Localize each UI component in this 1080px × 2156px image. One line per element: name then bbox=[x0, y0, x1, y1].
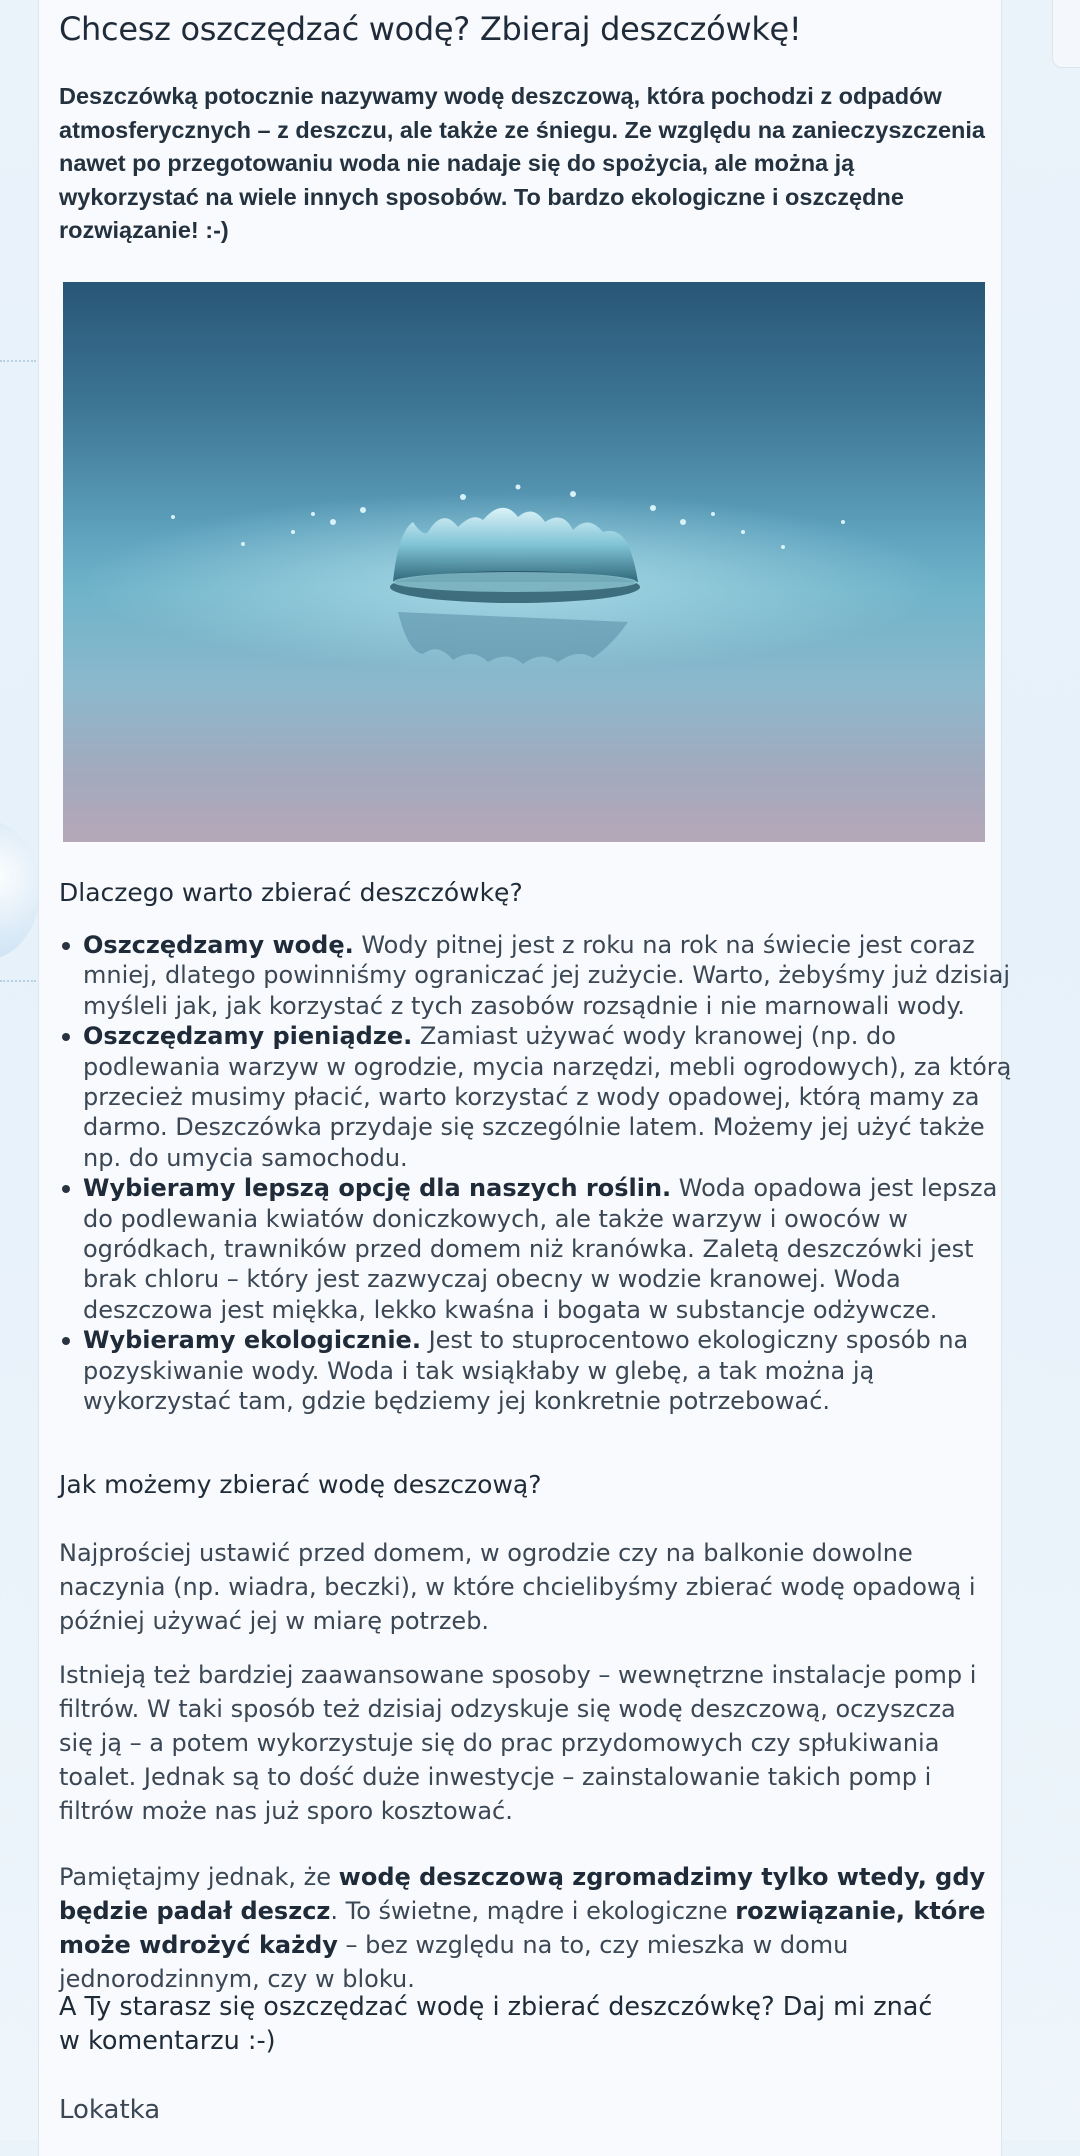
author-signature: Lokatka bbox=[59, 2095, 161, 2125]
background-dots bbox=[0, 360, 36, 362]
benefit-text: Woda opadowa jest lepsza do podlewania kwiatów doniczkowych, ale także warzyw i owoców w ogródkach, trawników przed domem niż kranówka. Zaletą deszczówki jest brak chloru – który jest zazwyczaj obecny w wodzie kranowej. Woda deszczowa jest miękka, lekko kwaśna i bogata w substancje odżywcze. bbox=[83, 1174, 998, 1324]
background-dots bbox=[0, 980, 36, 982]
text: Pamiętajmy jednak, że bbox=[59, 1863, 339, 1891]
benefit-title: Oszczędzamy wodę. bbox=[83, 931, 354, 959]
list-item bbox=[83, 1325, 1023, 1416]
list-item bbox=[83, 1021, 1023, 1173]
side-widget-tab[interactable] bbox=[1052, 0, 1080, 68]
call-to-action: A Ty starasz się oszczędzać wodę i zbierać deszczówkę? Daj mi znać w komentarzu :-) bbox=[59, 1992, 933, 2056]
benefits-list bbox=[59, 930, 1023, 1417]
benefit-text: Jest to stuprocentowo ekologiczny sposób na pozyskiwanie wody. Woda i tak wsiąkłaby w glebę, a tak można ją wykorzystać tam, gdzie będziemy jej konkretnie potrzebować. bbox=[83, 1326, 969, 1416]
section-heading-why: Dlaczego warto zbierać deszczówkę? bbox=[59, 878, 523, 907]
text: – bez względu na to, czy mieszka w domu jednorodzinnym, czy w bloku. bbox=[59, 1931, 849, 1993]
emphasis: wodę deszczową zgromadzimy tylko wtedy, gdy będzie padał deszcz bbox=[59, 1863, 986, 1925]
paragraph-simple-method: Najprościej ustawić przed domem, w ogrodzie czy na balkonie dowolne naczynia (np. wiadra, beczki), w które chcielibyśmy zbierać wodę opadową i później używać jej w miarę potrzeb. bbox=[59, 1539, 976, 1635]
water-drop-photo bbox=[63, 282, 985, 842]
article-title: Chcesz oszczędzać wodę? Zbieraj deszczówkę! bbox=[59, 10, 802, 48]
benefit-title: Oszczędzamy pieniądze. bbox=[83, 1022, 413, 1051]
benefit-title: Wybieramy ekologicznie. bbox=[83, 1326, 421, 1355]
text: . To świetne, mądre i ekologiczne bbox=[330, 1897, 736, 1925]
article-lead: Deszczówką potocznie nazywamy wodę deszczową, która pochodzi z odpadów atmosferycznych – z deszczu, ale także ze śniegu. Ze względu na zanieczyszczenia nawet po przegotowaniu woda nie nadaje się do spożycia, ale można ją wykorzystać na wiele innych sposobów. To bardzo ekologiczne i oszczędne rozwiązanie! :-) bbox=[59, 83, 985, 243]
background-bubble bbox=[0, 820, 40, 960]
list-item bbox=[83, 1173, 1023, 1325]
benefit-text: Wody pitnej jest z roku na rok na świecie jest coraz mniej, dlatego powinniśmy ograniczać jej zużycie. Warto, żebyśmy już dzisiaj myśleli jak, jak korzystać z tych zasobów rozsądnie i nie marnowali wody. bbox=[83, 931, 1011, 1020]
paragraph-summary bbox=[59, 1860, 997, 1996]
paragraph-advanced-method: Istnieją też bardziej zaawansowane sposoby – wewnętrzne instalacje pomp i filtrów. W taki sposób też dzisiaj odzyskuje się wodę deszczową, oczyszcza się ją – a potem wykorzystuje się do prac przydomowych czy spłukiwania toalet. Jednak są to dość duże inwestycje – zainstalowanie takich pomp i filtrów może nas już sporo kosztować. bbox=[59, 1661, 977, 1825]
list-item bbox=[83, 930, 1023, 1021]
benefit-text: Zamiast używać wody kranowej (np. do podlewania warzyw w ogrodzie, mycia narzędzi, mebli ogrodowych), za którą przecież musimy płacić, warto korzystać z wody opadowej, którą mamy za darmo. Deszczówka przydaje się szczególnie latem. Możemy jej użyć także np. do umycia samochodu. bbox=[83, 1022, 1012, 1172]
section-heading-how: Jak możemy zbierać wodę deszczową? bbox=[59, 1470, 542, 1499]
emphasis: rozwiązanie, które może wdrożyć każdy bbox=[59, 1897, 986, 1959]
benefit-title: Wybieramy lepszą opcję dla naszych roślin. bbox=[83, 1174, 672, 1203]
